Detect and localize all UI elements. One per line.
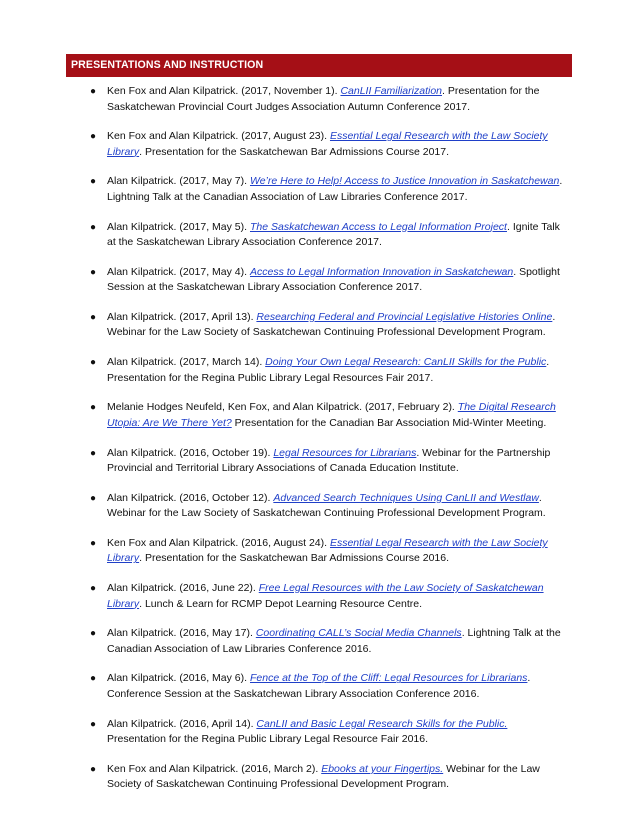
entry-title-link[interactable]: Fence at the Top of the Cliff: Legal Resources for Librarians bbox=[249, 672, 528, 685]
entry-description: . Lightning Talk at the Canadian Association of Law Libraries Conference 2016. bbox=[107, 627, 561, 655]
entry-description: . Presentation for the Regina Public Library Legal Resources Fair 2017. bbox=[107, 356, 550, 384]
list-item bbox=[0, 626, 638, 657]
bullet-icon: ● bbox=[90, 402, 97, 414]
entry-description: . Ignite Talk at the Saskatchewan Library Association Conference 2017. bbox=[107, 220, 560, 249]
entry-description: . Webinar for the Law Society of Saskatchewan Continuing Professional Development Program. bbox=[107, 310, 556, 339]
entry-title-link[interactable]: CanLII and Basic Legal Research Skills for the Public. bbox=[256, 717, 508, 730]
bullet-icon: ● bbox=[90, 447, 97, 459]
list-item bbox=[0, 536, 638, 567]
entry-title-link[interactable]: CanLII Familiarization bbox=[340, 85, 442, 97]
bullet-icon: ● bbox=[90, 176, 97, 188]
entry-citation: Alan Kilpatrick. (2017, April 13). bbox=[107, 310, 257, 323]
bullet-icon: ● bbox=[90, 718, 97, 730]
entry-description: . Presentation for the Saskatchewan Provincial Court Judges Association Autumn Conference 2017. bbox=[107, 85, 540, 113]
entry-description: . Conference Session at the Saskatchewan Library Association Conference 2016. bbox=[107, 672, 531, 700]
entry-citation: Alan Kilpatrick. (2016, October 12). bbox=[107, 491, 274, 504]
entry-citation: Alan Kilpatrick. (2017, May 7). bbox=[107, 175, 250, 188]
bullet-icon: ● bbox=[90, 763, 97, 775]
entry-citation: Melanie Hodges Neufeld, Ken Fox, and Alan Kilpatrick. (2017, February 2). bbox=[107, 401, 458, 414]
list-item bbox=[0, 581, 638, 612]
entry-citation: Ken Fox and Alan Kilpatrick. (2017, August 23). bbox=[107, 130, 330, 143]
entry-citation: Alan Kilpatrick. (2017, May 4). bbox=[107, 265, 250, 278]
list-item bbox=[0, 174, 638, 205]
bullet-icon: ● bbox=[90, 628, 97, 640]
entry-citation: Alan Kilpatrick. (2017, May 5). bbox=[107, 220, 250, 233]
bullet-icon: ● bbox=[90, 357, 97, 369]
entry-title-link[interactable]: Legal Resources for Librarians bbox=[273, 446, 417, 459]
entry-citation: Ken Fox and Alan Kilpatrick. (2016, August 24). bbox=[107, 536, 330, 549]
entry-description: . Webinar for the Partnership Provincial and Territorial Library Associations of Canada Education Institute. bbox=[107, 446, 551, 474]
entry-title-link[interactable]: Access to Legal Information Innovation in Saskatchewan bbox=[249, 265, 514, 278]
bullet-icon: ● bbox=[90, 492, 97, 504]
section-title: PRESENTATIONS AND INSTRUCTION bbox=[71, 59, 264, 71]
bullet-icon: ● bbox=[90, 221, 97, 233]
list-item bbox=[0, 671, 638, 702]
entry-description: Presentation for the Canadian Bar Association Mid-Winter Meeting. bbox=[231, 416, 547, 429]
entry-title-link[interactable]: Coordinating CALL’s Social Media Channels bbox=[255, 627, 462, 640]
list-item bbox=[0, 265, 638, 296]
list-item bbox=[0, 446, 638, 477]
entry-title-link[interactable]: Essential Legal Research with the Law Society Library bbox=[107, 536, 548, 565]
entry-description: . Lunch & Learn for RCMP Depot Learning Resource Centre. bbox=[139, 597, 422, 610]
entry-description: . Lightning Talk at the Canadian Association of Law Libraries Conference 2017. bbox=[107, 175, 563, 203]
entry-description: . Spotlight Session at the Saskatchewan Library Association Conference 2017. bbox=[107, 265, 560, 294]
entry-description: . Presentation for the Saskatchewan Bar Admissions Course 2017. bbox=[139, 145, 450, 158]
section-header bbox=[66, 54, 572, 77]
entry-citation: Alan Kilpatrick. (2016, October 19). bbox=[107, 446, 274, 459]
entry-title-link[interactable]: Advanced Search Techniques Using CanLII and Westlaw bbox=[273, 491, 539, 504]
entry-title-link[interactable]: Essential Legal Research with the Law Society Library bbox=[107, 130, 548, 158]
entry-citation: Ken Fox and Alan Kilpatrick. (2017, November 1). bbox=[107, 85, 341, 97]
entry-title-link[interactable]: Ebooks at your Fingertips. bbox=[321, 762, 444, 775]
entry-description: . Webinar for the Law Society of Saskatchewan Continuing Professional Development Program. bbox=[107, 491, 546, 520]
entry-title-link[interactable]: The Digital Research Utopia: Are We There Yet? bbox=[107, 401, 556, 429]
list-item bbox=[0, 400, 638, 431]
entry-description: Webinar for the Law Society of Saskatchewan Continuing Professional Development Program. bbox=[107, 762, 540, 791]
bullet-icon: ● bbox=[90, 266, 97, 278]
list-item bbox=[0, 310, 638, 341]
entry-description: . Presentation for the Saskatchewan Bar Admissions Course 2016. bbox=[139, 552, 450, 565]
entry-citation: Alan Kilpatrick. (2016, April 14). bbox=[107, 717, 257, 730]
entry-description: Presentation for the Regina Public Library Legal Resource Fair 2016. bbox=[107, 733, 429, 746]
entry-title-link[interactable]: Free Legal Resources with the Law Society of Saskatchewan Library bbox=[107, 582, 544, 610]
entry-title-link[interactable]: The Saskatchewan Access to Legal Information Project bbox=[249, 220, 507, 233]
entry-title-link[interactable]: Doing Your Own Legal Research: CanLII Skills for the Public bbox=[265, 356, 547, 369]
list-item bbox=[0, 220, 638, 251]
list-item bbox=[0, 717, 638, 748]
list-item bbox=[0, 491, 638, 522]
bullet-icon: ● bbox=[90, 673, 97, 685]
bullet-icon: ● bbox=[90, 311, 97, 323]
entry-title-link[interactable]: We’re Here to Help! Access to Justice Innovation in Saskatchewan bbox=[249, 175, 560, 188]
list-item bbox=[0, 84, 638, 115]
entry-citation: Alan Kilpatrick. (2016, May 6). bbox=[107, 672, 250, 685]
bullet-icon: ● bbox=[90, 86, 97, 97]
presentation-list bbox=[0, 84, 638, 807]
bullet-icon: ● bbox=[90, 131, 97, 143]
entry-citation: Alan Kilpatrick. (2016, June 22). bbox=[107, 582, 259, 595]
bullet-icon: ● bbox=[90, 583, 97, 595]
entry-citation: Alan Kilpatrick. (2016, May 17). bbox=[107, 627, 256, 640]
list-item bbox=[0, 762, 638, 793]
list-item bbox=[0, 355, 638, 386]
entry-citation: Alan Kilpatrick. (2017, March 14). bbox=[107, 356, 266, 369]
list-item bbox=[0, 129, 638, 160]
bullet-icon: ● bbox=[90, 537, 97, 549]
entry-citation: Ken Fox and Alan Kilpatrick. (2016, March 2). bbox=[107, 762, 322, 775]
entry-title-link[interactable]: Researching Federal and Provincial Legislative Histories Online bbox=[256, 310, 553, 323]
